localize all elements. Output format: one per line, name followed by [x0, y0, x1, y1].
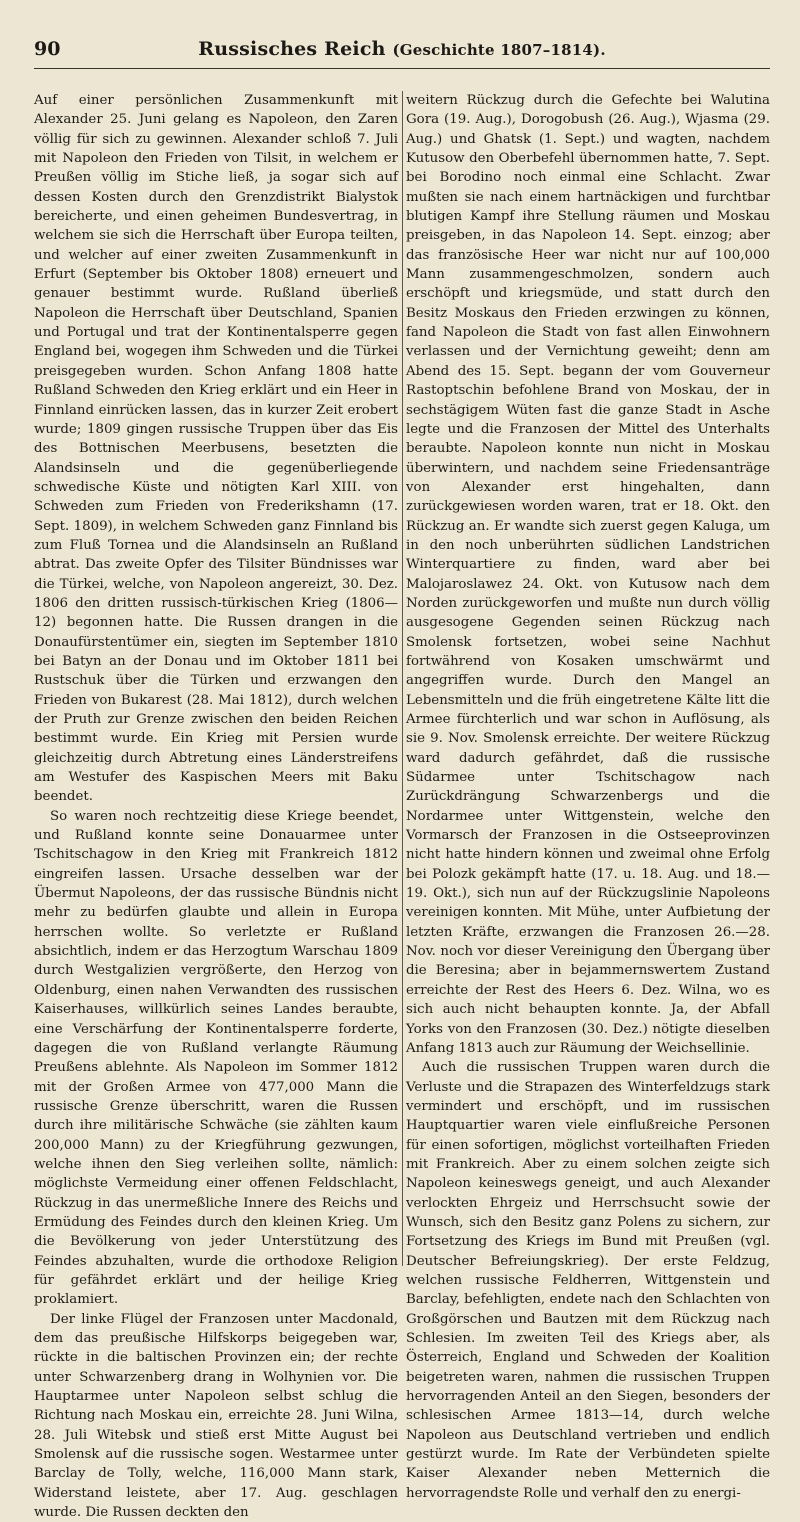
column-divider	[402, 91, 403, 1266]
paragraph: weitern Rückzug durch die Gefechte bei Walutina Gora (19. Aug.), Dorogobush (26. Aug.), Wjasma (29. Aug.) und Ghatsk (1. Sept.) und wagten, nachdem Kutusow den Oberbefehl übernommen hatte, 7. Sept. bei Borodino noch einmal eine Schlacht. Zwar mußten sie nach einem hartnäckigen und furchtbar blutigen Kampf ihre Stellung räumen und Moskau preisgeben, in das Napoleon 14. Sept. einzog; aber das französische Heer war nicht nur auf 100,000 Mann zusammengeschmolzen, sondern auch erschöpft und kriegsmüde, und statt durch den Besitz Moskaus den Frieden erzwingen zu können, fand Napoleon die Stadt von fast allen Einwohnern verlassen und der Vernichtung geweiht; denn am Abend des 15. Sept. begann der vom Gouverneur Rastoptschin befohlene Brand von Moskau, der in sechstägigem Wüten fast die ganze Stadt in Asche legte und die Franzosen der Mittel des Unterhalts beraubte. Napoleon konnte nun nicht in Moskau überwintern, und nachdem seine Friedensanträge von Alexander erst hingehalten, dann zurückgewiesen worden waren, trat er 18. Okt. den Rückzug an. Er wandte sich zuerst gegen Kaluga, um in den noch unberührten südlichen Landstrichen Winterquartiere zu finden, ward aber bei Malojaroslawez 24. Okt. von Kutusow nach dem Norden zurückgeworfen und mußte nun durch völlig ausgesogene Gegenden seinen Rückzug nach Smolensk fortsetzen, wobei seine Nachhut fortwährend von Kosaken umschwärmt und angegriffen wurde. Durch den Mangel an Lebensmitteln und die früh eingetretene Kälte litt die Armee fürchterlich und war schon in Auflösung, als sie 9. Nov. Smolensk erreichte. Der weitere Rückzug ward dadurch gefährdet, daß die russische Südarmee unter Tschitschagow nach Zurückdrängung Schwarzenbergs und die Nordarmee unter Wittgenstein, welche den Vormarsch der Franzosen in die Ostseeprovinzen nicht hatte hindern können und zweimal ohne Erfolg bei Polozk gekämpft hatte (17. u. 18. Aug. und 18.—19. Okt.), sich nun auf der Rückzugslinie Napoleons vereinigen konnten. Mit Mühe, unter Aufbietung der letzten Kräfte, erzwangen die Franzosen 26.—28. Nov. noch vor dieser Vereinigung den Übergang über die Beresina; aber in bejammernswertem Zustand erreichte der Rest des Heers 6. Dez. Wilna, wo es sich auch nicht behaupten konnte. Ja, der Abfall Yorks von den Franzosen (30. Dez.) nötigte dieselben Anfang 1813 auch zur Räumung der Weichsellinie.	[406, 93, 770, 1056]
paragraph: Auch die russischen Truppen waren durch die Verluste und die Strapazen des Winterfeldzugs stark vermindert und erschöpft, und im russischen Hauptquartier waren viele einflußreiche Personen für einen sofortigen, möglichst vorteilhaften Frieden mit Frankreich. Aber zu einem solchen zeigte sich Napoleon keineswegs geneigt, und auch Alexander verlockten Ehrgeiz und Herrschsucht sowie der Wunsch, sich den Besitz ganz Polens zu sichern, zur Fortsetzung des Kriegs im Bund mit Preußen (vgl. Deutscher Befreiungskrieg). Der erste Feldzug, welchen russische Feldherren, Wittgenstein und Barclay, befehligten, endete nach den Schlachten von Großgörschen und Bautzen mit dem Rückzug nach Schlesien. Im zweiten Teil des Kriegs aber, als Österreich, England und Schweden der Koalition beigetreten waren, nahmen die russischen Truppen hervorragenden Anteil an den Siegen, besonders der schlesischen Armee 1813—14, durch welche Napoleon aus Deutschland vertrieben und endlich gestürzt wurde. Im Rate der Verbündeten spielte Kaiser Alexander neben Metternich die hervorragendste Rolle und verhalf den zu energi-	[406, 1060, 770, 1501]
running-head-subtitle: (Geschichte 1807–1814).	[392, 41, 606, 59]
page-header	[34, 38, 770, 69]
paragraph: So waren noch rechtzeitig diese Kriege beendet, und Rußland konnte seine Donauarmee unter Tschitschagow in den Krieg mit Frankreich 1812 eingreifen lassen. Ursache desselben war der Übermut Napoleons, der das russische Bündnis nicht mehr zu bedürfen glaubte und allein in Europa herrschen wollte. So verletzte er Rußland absichtlich, indem er das Herzogtum Warschau 1809 durch Westgalizien vergrößerte, den Herzog von Oldenburg, einen nahen Verwandten des russischen Kaiserhauses, willkürlich seines Landes beraubte, eine Verschärfung der Kontinentalsperre forderte, dagegen die von Rußland verlangte Räumung Preußens ablehnte. Als Napoleon im Sommer 1812 mit der Großen Armee von 477,000 Mann die russische Grenze überschritt, waren die Russen durch ihre militärische Schwäche (sie zählten kaum 200,000 Mann) zu der Kriegführung gezwungen, welche ihnen den Sieg verleihen sollte, nämlich: möglichste Vermeidung einer offenen Feldschlacht, Rückzug in das unermeßliche Innere des Reichs und Ermüdung des Feindes durch den kleinen Krieg. Um die Bevölkerung von jeder Unterstützung des Feindes abzuhalten, wurde die orthodoxe Religion für gefährdet erklärt und der heilige Krieg proklamiert.	[34, 808, 398, 1308]
page-number: 90	[34, 38, 61, 60]
paragraph: Auf einer persönlichen Zusammenkunft mit Alexander 25. Juni gelang es Napoleon, den Zaren völlig für sich zu gewinnen. Alexander schloß 7. Juli mit Napoleon den Frieden von Tilsit, in welchem er Preußen völlig im Stiche ließ, ja sogar sich auf dessen Kosten durch den Grenzdistrikt Bialystok bereicherte, und einen geheimen Bundesvertrag, in welchem sie sich die Herrschaft über Europa teilten, und welcher auf einer zweiten Zusammenkunft in Erfurt (September bis Oktober 1808) erneuert und genauer bestimmt wurde. Rußland überließ Napoleon die Herrschaft über Deutschland, Spanien und Portugal und trat der Kontinentalsperre gegen England bei, wogegen ihm Schweden und die Türkei preisgegeben wurden. Schon Anfang 1808 hatte Rußland Schweden den Krieg erklärt und ein Heer in Finnland einrücken lassen, das in kurzer Zeit erobert wurde; 1809 gingen russische Truppen über das Eis des Bottnischen Meerbusens, besetzten die Alandsinseln und die gegenüberliegende schwedische Küste und nötigten Karl XIII. von Schweden zum Frieden von Frederikshamn (17. Sept. 1809), in welchem Schweden ganz Finnland bis zum Fluß Tornea und die Alandsinseln an Rußland abtrat. Das zweite Opfer des Tilsiter Bündnisses war die Türkei, welche, von Napoleon angereizt, 30. Dez. 1806 den dritten russisch-türkischen Krieg (1806—12) begonnen hatte. Die Russen drangen in die Donaufürstentümer ein, siegten im September 1810 bei Batyn an der Donau und im Oktober 1811 bei Rustschuk über die Türken und erzwangen den Frieden von Bukarest (28. Mai 1812), durch welchen der Pruth zur Grenze zwischen den beiden Reichen bestimmt wurde. Ein Krieg mit Persien wurde gleichzeitig durch Abtretung eines Länderstreifens am Westufer des Kaspischen Meers mit Baku beendet.	[34, 93, 398, 805]
paragraph: Der linke Flügel der Franzosen unter Macdonald, dem das preußische Hilfskorps beigegeben war, rückte in die baltischen Provinzen ein; der rechte unter Schwarzenberg drang in Wolhynien vor. Die Hauptarmee unter Napoleon selbst schlug die Richtung nach Moskau ein, erreichte 28. Juni Wilna, 28. Juli Witebsk und stieß erst Mitte August bei Smolensk auf die russische sogen. Westarmee unter Barclay de Tolly, welche, 116,000 Mann stark, Widerstand leistete, aber 17. Aug. geschlagen wurde. Die Russen deckten den	[34, 1311, 398, 1521]
right-column	[406, 91, 770, 1501]
text-columns	[34, 91, 770, 1521]
left-column	[34, 91, 398, 1521]
running-head-title: Russisches Reich	[198, 38, 386, 60]
running-head	[94, 38, 710, 60]
